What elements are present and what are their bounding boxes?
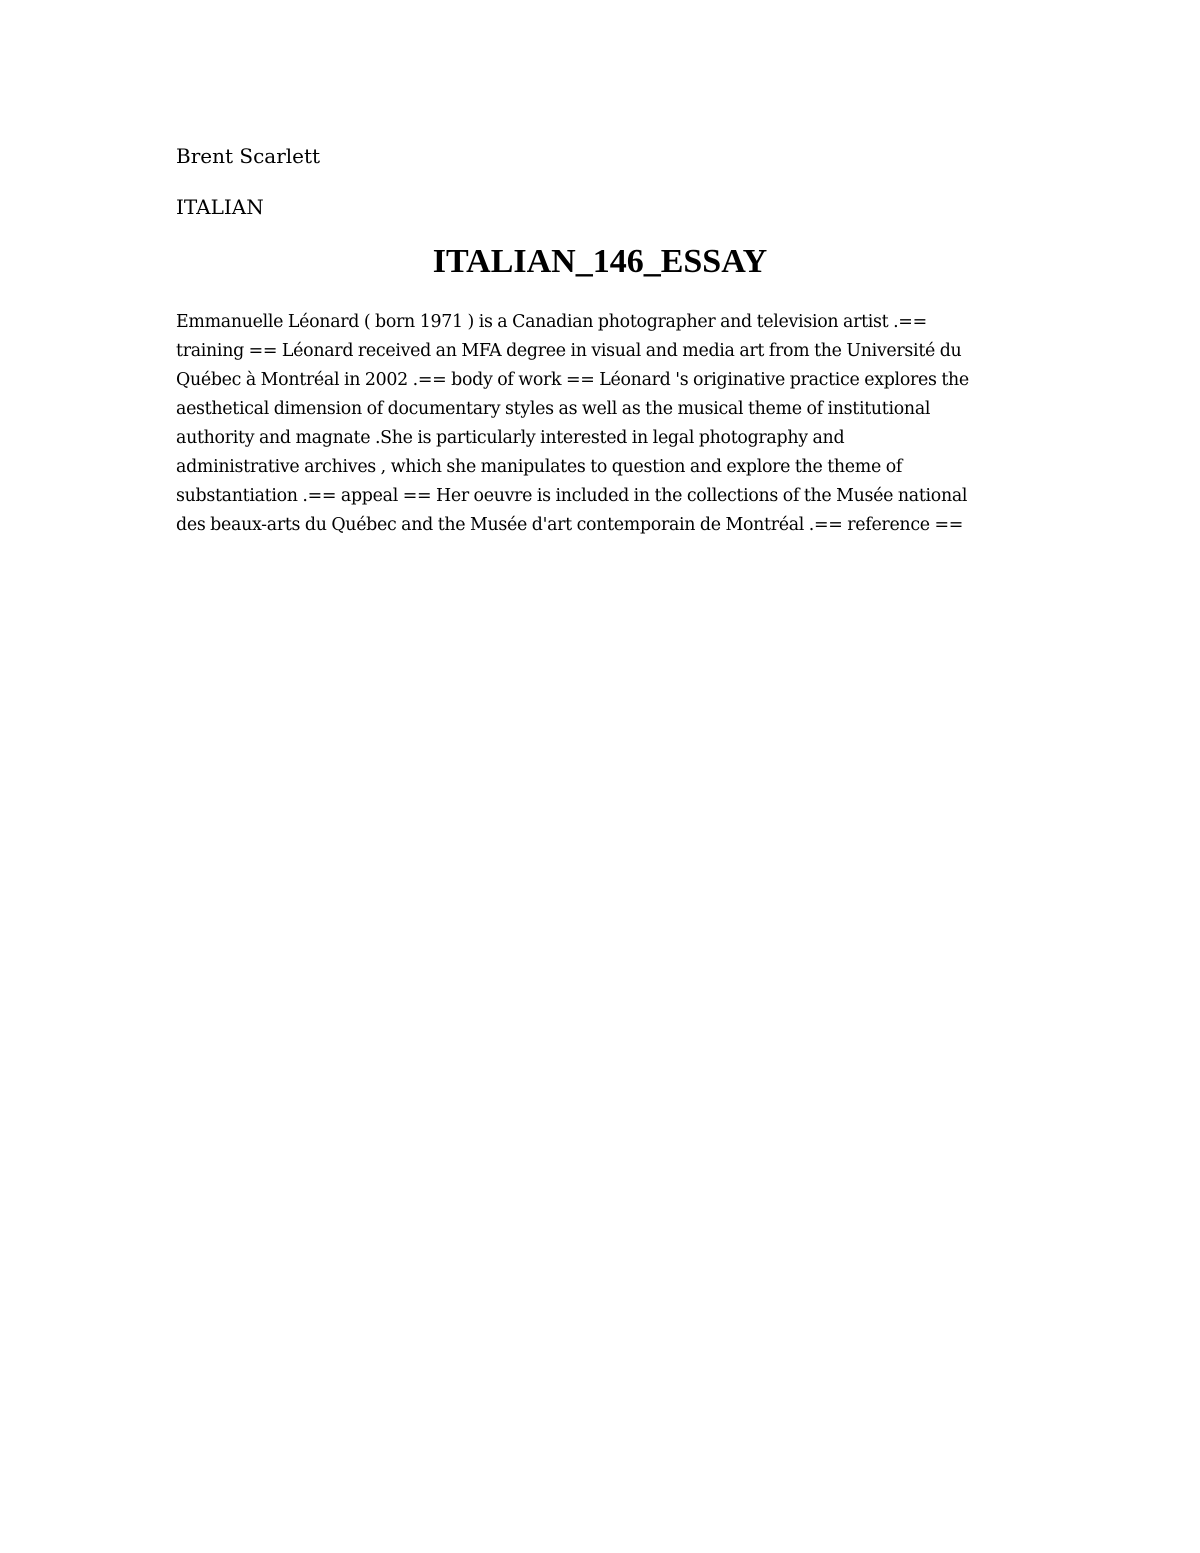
essay-line: aesthetical dimension of documentary styles as well as the musical theme of institutional <box>176 399 931 419</box>
essay-line: substantiation .== appeal == Her oeuvre is included in the collections of the Musée national <box>176 486 968 506</box>
author-name: Brent Scarlett <box>176 144 321 168</box>
essay-line: authority and magnate .She is particularly interested in legal photography and <box>176 428 845 448</box>
course-name: ITALIAN <box>176 195 264 219</box>
essay-line: training == Léonard received an MFA degree in visual and media art from the Université du <box>176 341 962 361</box>
essay-line: administrative archives , which she manipulates to question and explore the theme of <box>176 457 903 477</box>
essay-body <box>176 308 1026 540</box>
essay-line: Emmanuelle Léonard ( born 1971 ) is a Canadian photographer and television artist .== <box>176 312 927 332</box>
essay-line: Québec à Montréal in 2002 .== body of work == Léonard 's originative practice explores the <box>176 370 969 390</box>
document-title: ITALIAN_146_ESSAY <box>432 243 768 280</box>
essay-line: des beaux-arts du Québec and the Musée d'art contemporain de Montréal .== reference == <box>176 515 964 535</box>
